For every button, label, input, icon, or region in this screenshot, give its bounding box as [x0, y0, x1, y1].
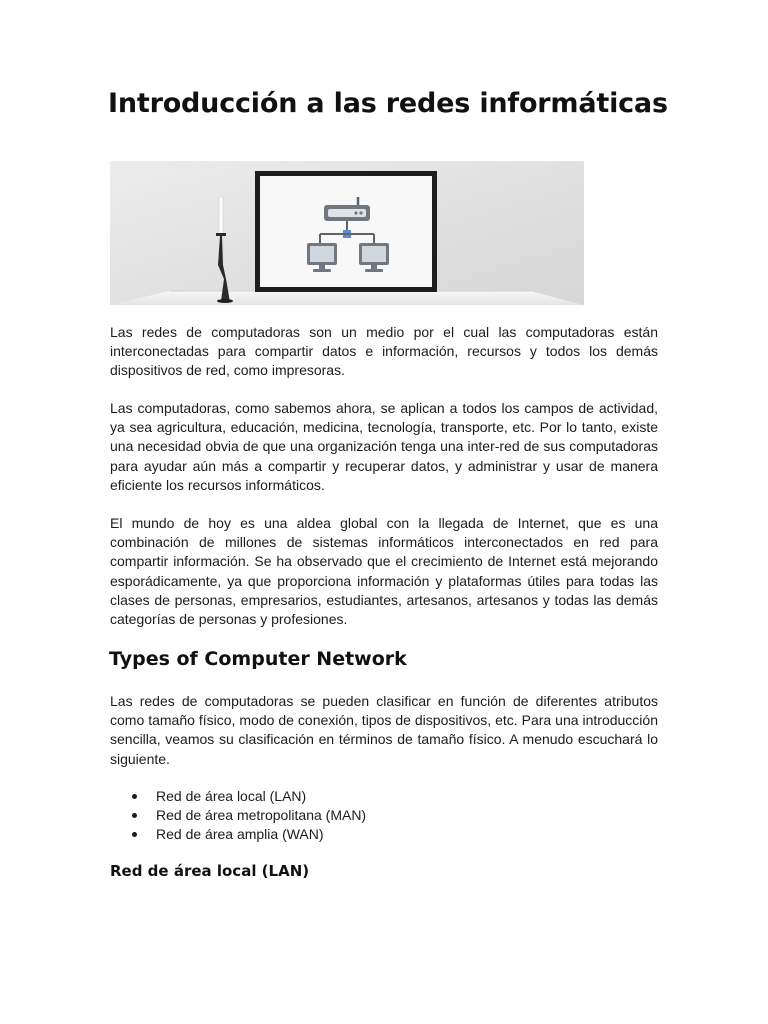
section-paragraph: Las redes de computadoras se pueden clasificar en función de diferentes atributos como tamaño físico, modo de conexión, tipos de dispositivos, etc. Para una introducción sencilla, veamos su clasificación en términos de tamaño físico. A menudo escuchará lo siguiente.	[110, 693, 658, 767]
network-types-list	[110, 787, 658, 845]
list-item	[110, 825, 658, 844]
body-paragraph: Las computadoras, como sabemos ahora, se aplican a todos los campos de actividad, ya sea agricultura, educación, medicina, tecnología, transporte, etc. Por lo tanto, existe una necesidad obvia de que una organización tenga una inter-red de sus computadoras para ayudar aún más a compartir y recuperar datos, y administrar y usar de manera eficiente los recursos informáticos.	[110, 400, 658, 493]
bullet-icon	[132, 794, 137, 799]
list-item-label: Red de área amplia (WAN)	[156, 826, 324, 843]
body-paragraph: El mundo de hoy es una aldea global con la llegada de Internet, que es una combinación de millones de sistemas informáticos interconectados en red para compartir información. Se ha observado que el crecimiento de Internet está mejorando esporádicamente, ya que proporciona información y plataformas útiles para todas las clases de personas, empresarios, estudiantes, artesanos, artesanos y todas las demás categorías de personas y profesiones.	[110, 515, 658, 628]
subsection-heading: Red de área local (LAN)	[110, 862, 310, 880]
list-item-label: Red de área local (LAN)	[156, 788, 307, 804]
page-title: Introducción a las redes informáticas	[108, 88, 668, 119]
section-heading: Types of Computer Network	[109, 648, 407, 670]
bullet-icon	[132, 813, 137, 818]
shelf	[110, 291, 584, 305]
list-item	[110, 806, 658, 825]
intro-paragraph: Las redes de computadoras son un medio por el cual las computadoras están interconectadas para compartir datos e información, recursos y todos los demás dispositivos de red, como impresoras.	[110, 324, 658, 379]
list-item-label: Red de área metropolitana (MAN)	[156, 807, 367, 824]
bullet-icon	[132, 832, 137, 837]
list-item	[110, 787, 658, 806]
network-illustration	[110, 161, 584, 305]
